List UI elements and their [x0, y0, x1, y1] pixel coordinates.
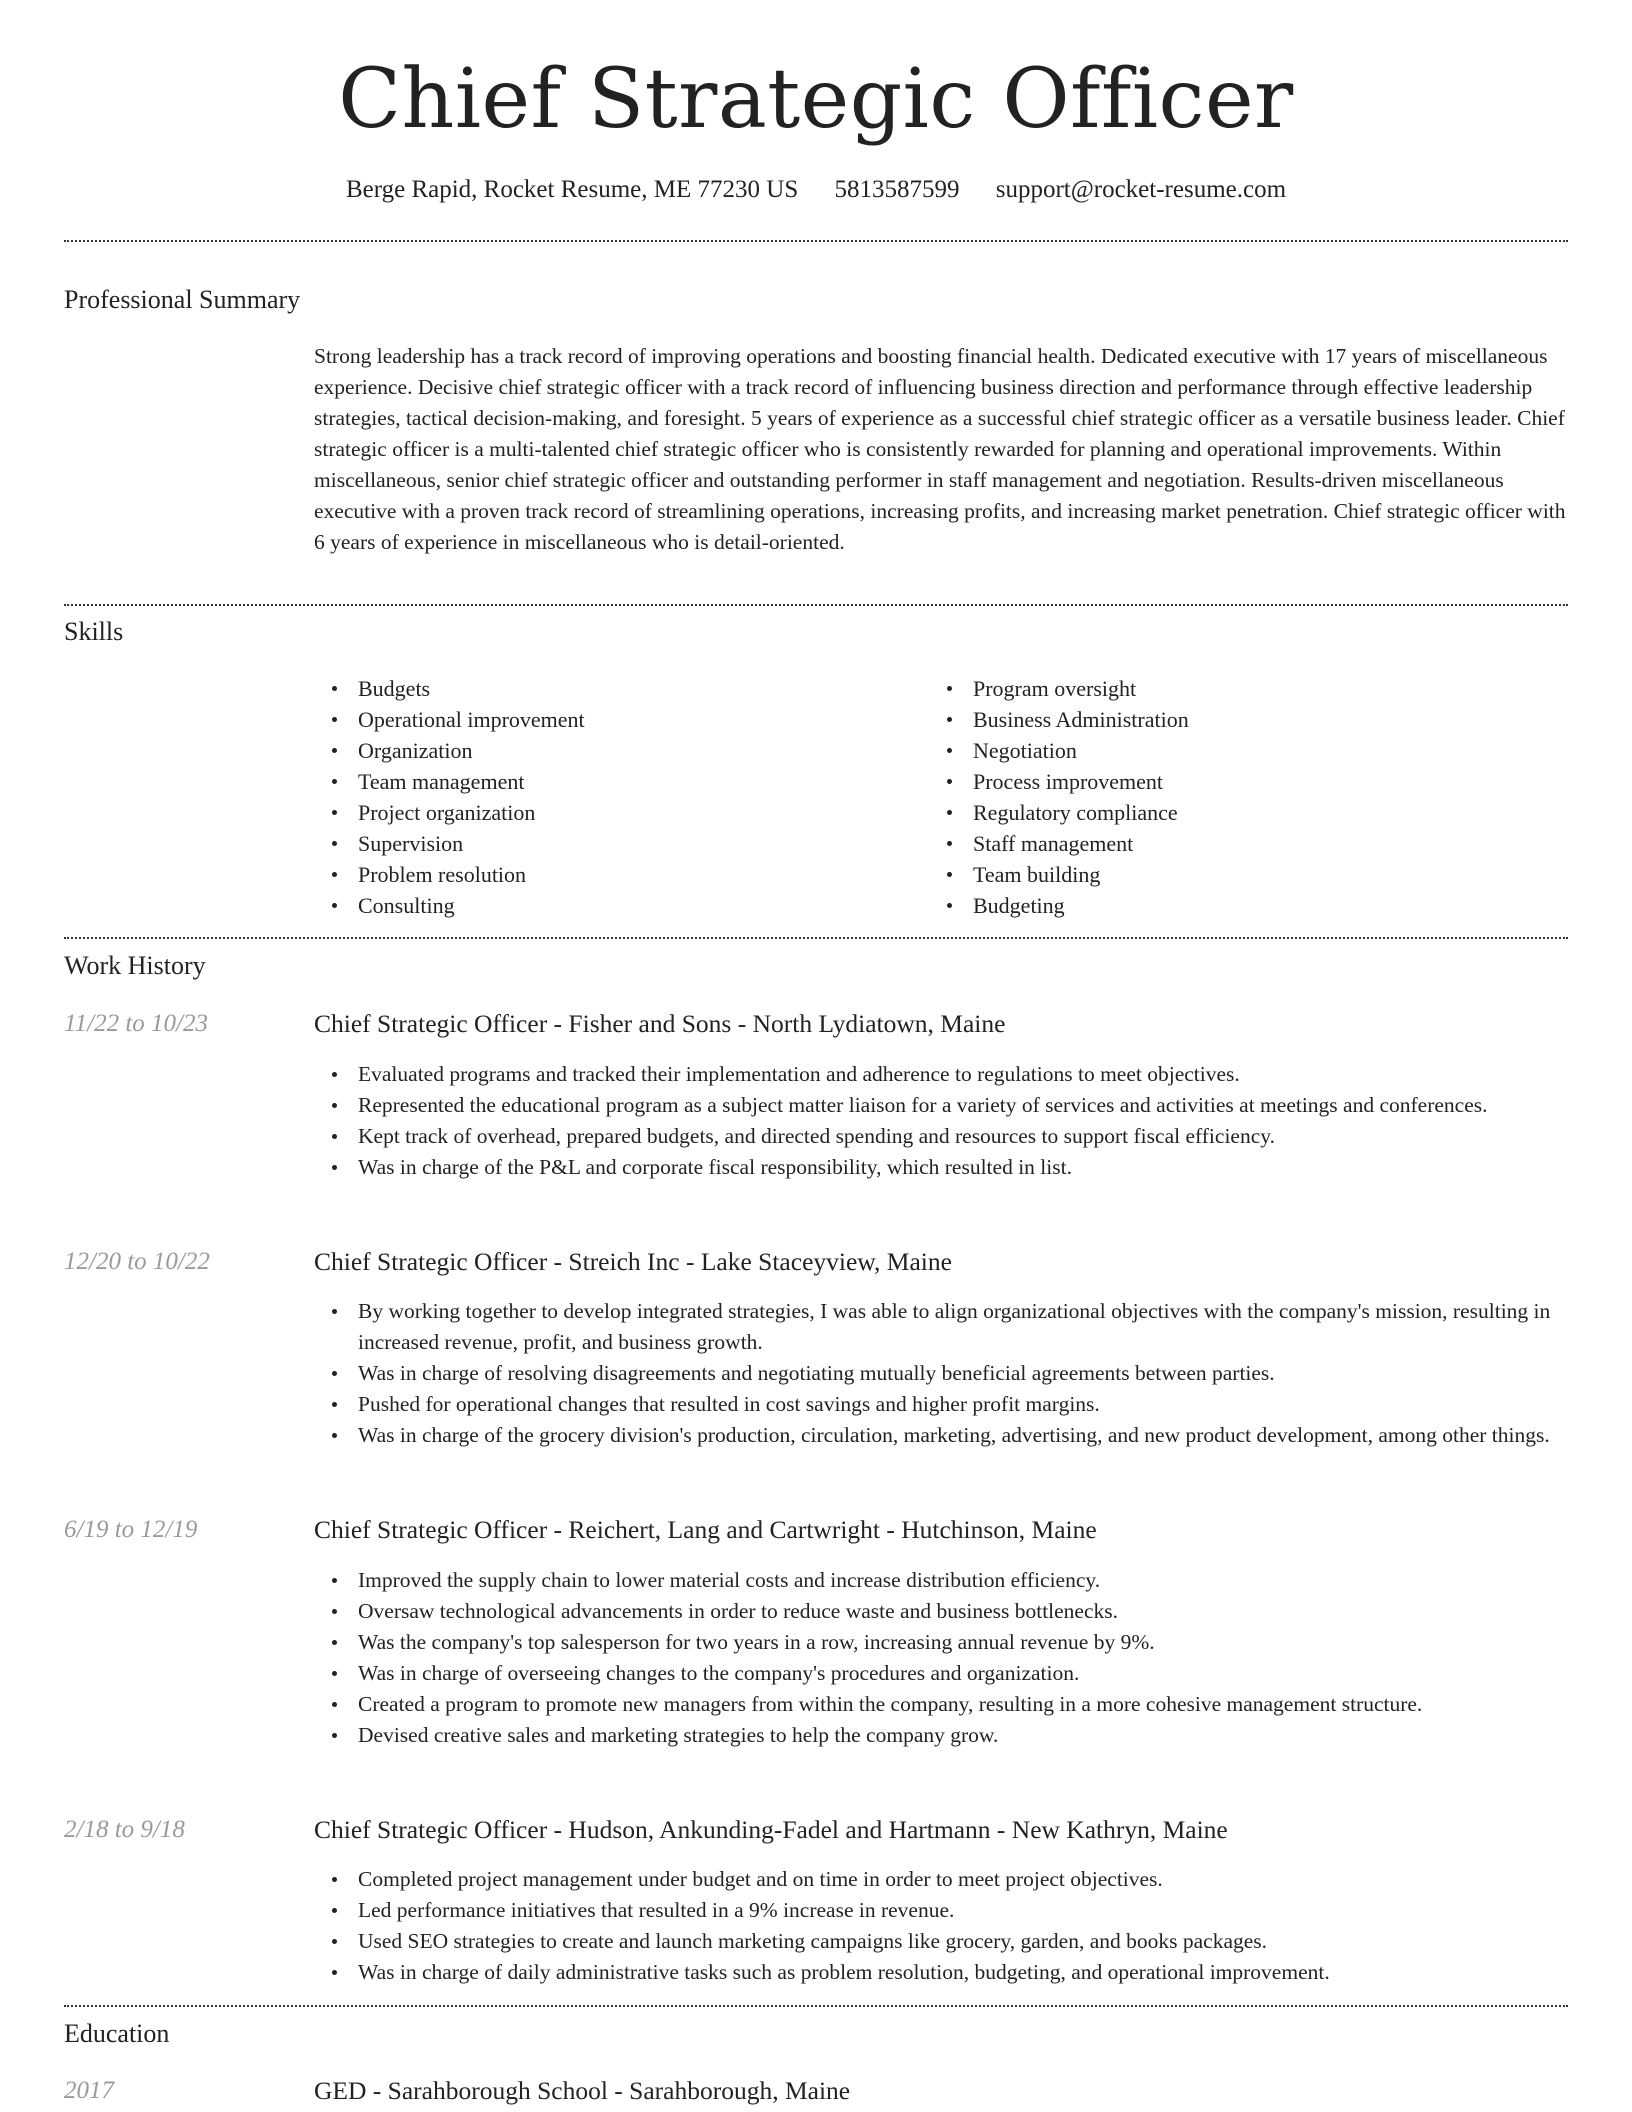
- section-divider: [64, 937, 1568, 939]
- skill-item: Staff management: [929, 828, 1529, 859]
- job-title: Chief Strategic Officer - Hudson, Ankunding-Fadel and Hartmann - New Kathryn, Maine: [314, 1815, 1228, 1844]
- job-bullet: Kept track of overhead, prepared budgets, and directed spending and resources to support fiscal efficiency.: [314, 1121, 1574, 1152]
- job-dates: 6/19 to 12/19: [64, 1516, 198, 1543]
- job-bullet: Was in charge of the P&L and corporate fiscal responsibility, which resulted in list.: [314, 1152, 1574, 1183]
- job-bullets: [314, 1565, 1574, 1751]
- contact-address: Berge Rapid, Rocket Resume, ME 77230 US: [345, 176, 799, 203]
- skills-list-left: [314, 673, 914, 921]
- skill-item: Process improvement: [929, 766, 1529, 797]
- job-bullet: Represented the educational program as a subject matter liaison for a variety of services and activities at meetings and conferences.: [314, 1090, 1574, 1121]
- job-dates: 12/20 to 10/22: [64, 1248, 210, 1275]
- job-bullet: By working together to develop integrated strategies, I was able to align organizational objectives with the company's mission, resulting in increased revenue, profit, and business growth.: [314, 1296, 1574, 1358]
- skill-item: Budgeting: [929, 890, 1529, 921]
- work-heading: Work History: [64, 951, 206, 980]
- skill-item: Program oversight: [929, 673, 1529, 704]
- job-dates: 11/22 to 10/23: [64, 1010, 208, 1037]
- job-bullet: Completed project management under budget and on time in order to meet project objectives.: [314, 1864, 1574, 1895]
- job-bullets: [314, 1059, 1574, 1183]
- job-title: Chief Strategic Officer - Fisher and Sons - North Lydiatown, Maine: [314, 1009, 1006, 1038]
- education-heading: Education: [64, 2019, 170, 2048]
- skill-item: Team management: [314, 766, 914, 797]
- job-bullet: Was the company's top salesperson for two years in a row, increasing annual revenue by 9%.: [314, 1627, 1574, 1658]
- job-bullets: [314, 1296, 1574, 1451]
- summary-text: Strong leadership has a track record of improving operations and boosting financial health. Dedicated executive with 17 years of miscellaneous experience. Decisive chief strategic officer with a track record of influencing business direction and performance through effective leadership strategies, tactical decision-making, and foresight. 5 years of experience as a successful chief strategic officer as a versatile business leader. Chief strategic officer is a multi-talented chief strategic officer who is consistently rewarded for planning and operational improvements. Within miscellaneous, senior chief strategic officer and outstanding performer in staff management and negotiation. Results-driven miscellaneous executive with a proven track record of streamlining operations, increasing profits, and increasing market penetration. Chief strategic officer with 6 years of experience in miscellaneous who is detail-oriented.: [314, 344, 1566, 554]
- skill-item: Operational improvement: [314, 704, 914, 735]
- skill-item: Budgets: [314, 673, 914, 704]
- skill-item: Team building: [929, 859, 1529, 890]
- job-bullet: Was in charge of daily administrative tasks such as problem resolution, budgeting, and operational improvement.: [314, 1957, 1574, 1988]
- skill-item: Project organization: [314, 797, 914, 828]
- job-bullet: Was in charge of the grocery division's production, circulation, marketing, advertising, and new product development, among other things.: [314, 1420, 1574, 1451]
- resume-title: Chief Strategic Officer: [338, 52, 1294, 147]
- job-title: Chief Strategic Officer - Reichert, Lang and Cartwright - Hutchinson, Maine: [314, 1515, 1097, 1544]
- job-bullet: Devised creative sales and marketing strategies to help the company grow.: [314, 1720, 1574, 1751]
- skill-item: Business Administration: [929, 704, 1529, 735]
- skill-item: Negotiation: [929, 735, 1529, 766]
- skills-list-right: [929, 673, 1529, 921]
- job-bullet: Created a program to promote new managers from within the company, resulting in a more cohesive management structure.: [314, 1689, 1574, 1720]
- section-divider: [64, 240, 1568, 242]
- education-year: 2017: [64, 2077, 114, 2104]
- skill-item: Supervision: [314, 828, 914, 859]
- job-bullet: Evaluated programs and tracked their implementation and adherence to regulations to meet objectives.: [314, 1059, 1574, 1090]
- skill-item: Organization: [314, 735, 914, 766]
- job-bullets: [314, 1864, 1574, 1988]
- section-divider: [64, 2005, 1568, 2007]
- job-bullet: Led performance initiatives that resulted in a 9% increase in revenue.: [314, 1895, 1574, 1926]
- job-title: Chief Strategic Officer - Streich Inc - Lake Staceyview, Maine: [314, 1247, 952, 1276]
- skill-item: Problem resolution: [314, 859, 914, 890]
- contact-line: [0, 170, 1632, 210]
- job-dates: 2/18 to 9/18: [64, 1816, 185, 1843]
- job-bullet: Pushed for operational changes that resulted in cost savings and higher profit margins.: [314, 1389, 1574, 1420]
- skills-heading: Skills: [64, 617, 124, 646]
- job-bullet: Improved the supply chain to lower material costs and increase distribution efficiency.: [314, 1565, 1574, 1596]
- contact-email: support@rocket-resume.com: [995, 176, 1287, 203]
- contact-phone: 5813587599: [834, 176, 960, 203]
- job-bullet: Used SEO strategies to create and launch marketing campaigns like grocery, garden, and books packages.: [314, 1926, 1574, 1957]
- education-title: GED - Sarahborough School - Sarahborough, Maine: [314, 2076, 851, 2105]
- skill-item: Consulting: [314, 890, 914, 921]
- summary-heading: Professional Summary: [64, 285, 301, 314]
- skill-item: Regulatory compliance: [929, 797, 1529, 828]
- job-bullet: Oversaw technological advancements in order to reduce waste and business bottlenecks.: [314, 1596, 1574, 1627]
- job-bullet: Was in charge of overseeing changes to the company's procedures and organization.: [314, 1658, 1574, 1689]
- job-bullet: Was in charge of resolving disagreements and negotiating mutually beneficial agreements between parties.: [314, 1358, 1574, 1389]
- section-divider: [64, 604, 1568, 606]
